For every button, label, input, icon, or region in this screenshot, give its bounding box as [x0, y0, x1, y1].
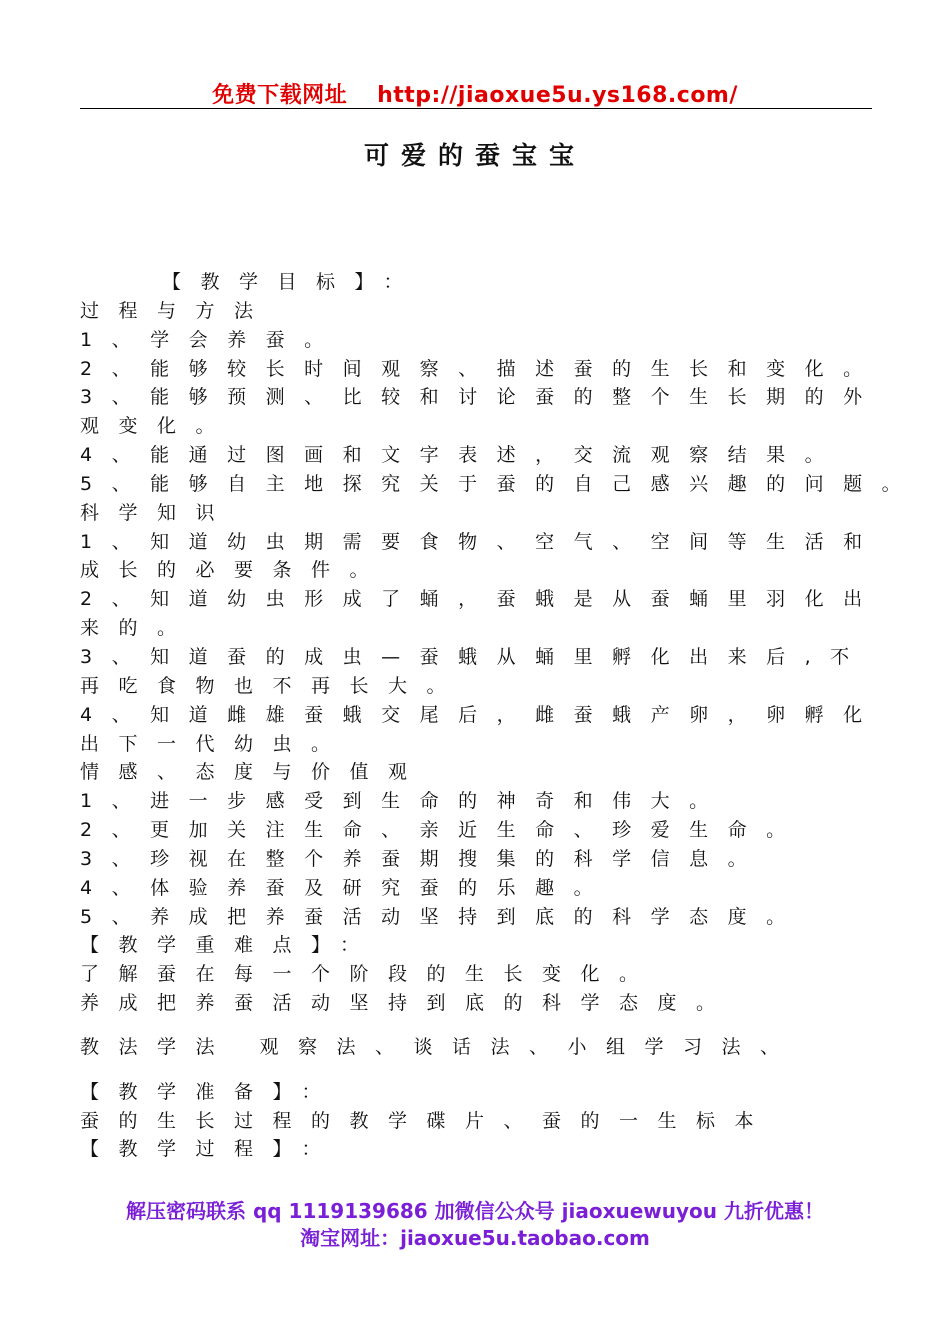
body-line: 观变化。: [80, 415, 235, 438]
body-line: 2、更加关注生命、亲近生命、珍爱生命。: [80, 819, 805, 842]
footer-shop-link[interactable]: 淘宝网址：jiaoxue5u.taobao.com: [300, 1226, 650, 1250]
section-heading-key-points: 【教学重难点】：: [80, 934, 379, 957]
teaching-methods-line: 教法学法 观察法、谈话法、小组学习法、: [80, 1035, 799, 1058]
document-title: 可爱的蚕宝宝: [363, 141, 586, 170]
body-line: 出下一代幼虫。: [80, 732, 350, 755]
body-line: 养成把养蚕活动坚持到底的科学态度。: [80, 992, 735, 1015]
subheading-process-method: 过程与方法: [80, 299, 273, 322]
header-divider: [80, 108, 872, 109]
body-line: 4、体验养蚕及研究蚕的乐趣。: [80, 876, 613, 899]
body-line: 4、知道雌雄蚕蛾交尾后，雌蚕蛾产卵，卵孵化: [80, 703, 882, 726]
body-line: 1、学会养蚕。: [80, 328, 343, 351]
body-line: 成长的必要条件。: [80, 559, 389, 582]
body-line: 1、进一步感受到生命的神奇和伟大。: [80, 790, 728, 813]
body-line: 1、知道幼虫期需要食物、空气、空间等生活和: [80, 530, 882, 553]
body-line: 了解蚕在每一个阶段的生长变化。: [80, 963, 658, 986]
body-line: 5、能够自主地探究关于蚕的自己感兴趣的问题。: [80, 472, 921, 495]
header-label: 免费下载网址: [212, 83, 348, 108]
header-url-link[interactable]: http://jiaoxue5u.ys168.com/: [377, 83, 738, 108]
body-line: 来的。: [80, 617, 196, 640]
subheading-science-knowledge: 科学知识: [80, 501, 235, 524]
download-header: [0, 78, 950, 109]
body-line: 2、知道幼虫形成了蛹，蚕蛾是从蚕蛹里羽化出: [80, 588, 882, 611]
body-line: 2、能够较长时间观察、描述蚕的生长和变化。: [80, 357, 882, 380]
section-heading-process: 【教学过程】：: [80, 1138, 341, 1161]
footer-contact-line: 解压密码联系 qq 1119139686 加微信公众号 jiaoxuewuyou 九折优惠！: [126, 1199, 824, 1223]
body-line: 蚕的生长过程的教学碟片、蚕的一生标本: [80, 1109, 774, 1132]
body-line: 4、能通过图画和文字表述，交流观察结果。: [80, 444, 844, 467]
body-line: 3、能够预测、比较和讨论蚕的整个生长期的外: [80, 386, 882, 409]
body-line: 再吃食物也不再长大。: [80, 674, 466, 697]
document-body: [80, 268, 921, 1164]
promo-footer: [0, 1198, 950, 1252]
subheading-emotion-attitude: 情感、态度与价值观: [80, 761, 427, 784]
body-line: 3、珍视在整个养蚕期搜集的科学信息。: [80, 847, 767, 870]
body-line: 5、养成把养蚕活动坚持到底的科学态度。: [80, 905, 805, 928]
section-heading-preparation: 【教学准备】：: [80, 1080, 341, 1103]
body-line: 3、知道蚕的成虫—蚕蛾从蛹里孵化出来后,不: [80, 645, 869, 668]
section-heading-objectives: 【教学目标】：: [162, 271, 423, 293]
